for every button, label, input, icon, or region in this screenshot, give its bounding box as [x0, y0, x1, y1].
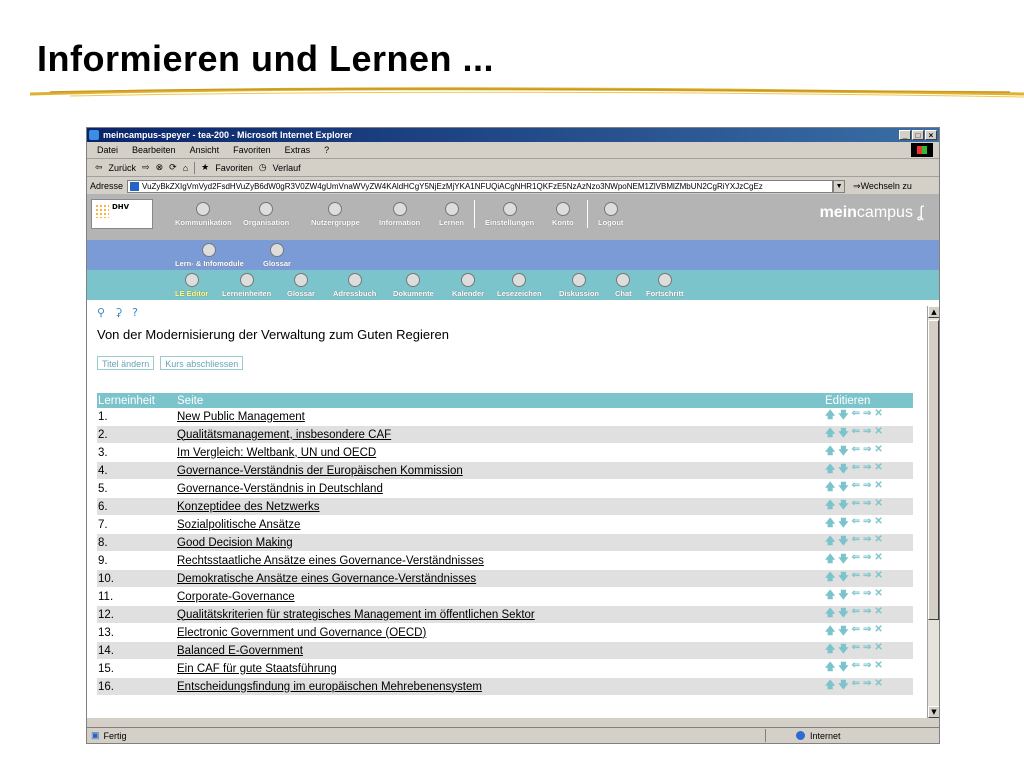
row-title-link[interactable]: Governance-Verständnis in Deutschland: [177, 482, 383, 495]
menu-bearbeiten[interactable]: Bearbeiten: [132, 145, 176, 155]
move-right-icon[interactable]: ⇒: [862, 588, 872, 599]
row-edit-cell: [824, 480, 913, 498]
row-edit-cell: [824, 408, 913, 426]
move-up-icon[interactable]: 🡅: [825, 446, 836, 457]
move-down-icon[interactable]: 🡇: [838, 662, 849, 673]
move-down-icon[interactable]: 🡇: [838, 608, 849, 619]
home-icon[interactable]: ⌂: [182, 162, 189, 173]
dhv-logo-text: DHV: [112, 203, 130, 211]
title-swoosh-decoration: [30, 80, 1024, 102]
toolbar-separator: [194, 162, 195, 174]
scroll-up-icon[interactable]: ▲: [928, 306, 939, 318]
move-up-icon[interactable]: 🡅: [825, 572, 836, 583]
glossar-tool-icon: [294, 273, 308, 287]
row-title-link[interactable]: Qualitätsmanagement, insbesondere CAF: [177, 428, 392, 441]
row-title-link[interactable]: Im Vergleich: Weltbank, UN und OECD: [177, 446, 377, 459]
move-left-icon[interactable]: ⇐: [851, 678, 860, 689]
move-up-icon[interactable]: 🡅: [825, 536, 836, 547]
menubar: [87, 142, 939, 159]
kalender-icon: [461, 273, 475, 287]
delete-icon[interactable]: ✕: [874, 408, 883, 419]
sub-nav: [87, 240, 939, 270]
page-status-icon: ▣: [91, 730, 100, 740]
move-down-icon[interactable]: 🡇: [838, 518, 849, 529]
row-edit-cell: [824, 462, 913, 480]
address-dropdown-button[interactable]: ▼: [833, 180, 845, 193]
page-body: [97, 306, 913, 696]
konto-icon: [556, 202, 570, 216]
infomodule-icon: [202, 243, 216, 257]
table-row: [97, 678, 913, 696]
move-left-icon[interactable]: ⇐: [851, 660, 860, 671]
move-right-icon[interactable]: ⇒: [862, 552, 872, 563]
nav-separator: [474, 200, 475, 228]
units-table: [97, 393, 913, 696]
delete-icon[interactable]: ✕: [874, 606, 883, 617]
course-actions: [97, 356, 913, 370]
row-edit-cell: [824, 660, 913, 678]
zone-text: Internet: [810, 730, 841, 741]
table-row: [97, 498, 913, 516]
move-down-icon[interactable]: 🡇: [838, 644, 849, 655]
move-left-icon[interactable]: ⇐: [851, 624, 860, 635]
row-edit-cell: [824, 642, 913, 660]
row-number: 10.: [97, 570, 176, 588]
status-text: Fertig: [103, 730, 127, 741]
row-title-link[interactable]: Balanced E-Government: [177, 644, 303, 657]
globe-icon: [796, 731, 805, 740]
move-up-icon[interactable]: 🡅: [825, 428, 836, 439]
logout-icon: [604, 202, 618, 216]
go-button[interactable]: Wechseln zu: [860, 181, 912, 191]
table-row: [97, 426, 913, 444]
row-title-link[interactable]: Konzeptidee des Netzwerks: [177, 500, 320, 513]
row-edit-cell: [824, 516, 913, 534]
row-title-link[interactable]: Rechtsstaatliche Ansätze eines Governance-Verständnisses: [177, 554, 484, 567]
row-title-cell: [176, 534, 824, 552]
slide-title: Informieren und Lernen ...: [37, 38, 495, 79]
menu-help[interactable]: ?: [324, 145, 330, 155]
meincampus-logo: meincampus ʆ: [819, 204, 923, 221]
table-row: [97, 480, 913, 498]
row-number: 5.: [97, 480, 176, 498]
row-title-link[interactable]: Governance-Verständnis der Europäischen Kommission: [177, 464, 463, 477]
row-title-link[interactable]: Entscheidungsfindung im europäischen Mehrebenensystem: [177, 680, 482, 693]
adressbuch-icon: [348, 273, 362, 287]
nav-lesezeichen[interactable]: Lesezeichen: [497, 273, 542, 298]
page-icon: [130, 182, 139, 191]
refresh-icon[interactable]: ⟳: [169, 162, 177, 172]
row-title-cell: [176, 408, 824, 426]
nav-lernen[interactable]: Lernen: [439, 202, 464, 227]
move-down-icon[interactable]: 🡇: [838, 500, 849, 511]
move-right-icon[interactable]: ⇒: [862, 642, 872, 653]
header-page: Seite: [176, 393, 824, 408]
row-edit-cell: [824, 534, 913, 552]
table-row: [97, 570, 913, 588]
row-number: 15.: [97, 660, 176, 678]
header-unit: Lerneinheit: [97, 393, 176, 408]
menu-extras[interactable]: Extras: [284, 145, 311, 155]
move-left-icon[interactable]: ⇐: [851, 480, 860, 491]
rename-title-button[interactable]: Titel ändern: [97, 356, 154, 370]
favorites-button[interactable]: Favoriten: [215, 162, 253, 173]
nav-diskussion[interactable]: Diskussion: [559, 273, 599, 298]
move-left-icon[interactable]: ⇐: [851, 462, 860, 473]
row-title-cell: [176, 552, 824, 570]
table-row: [97, 408, 913, 426]
lernen-icon: [445, 202, 459, 216]
move-down-icon[interactable]: 🡇: [838, 590, 849, 601]
move-down-icon[interactable]: 🡇: [838, 536, 849, 547]
row-title-cell: [176, 480, 824, 498]
row-edit-cell: [824, 570, 913, 588]
history-button[interactable]: Verlauf: [272, 162, 301, 173]
windows-logo-icon: [911, 143, 933, 157]
forward-icon[interactable]: ⇨: [142, 162, 150, 172]
delete-icon[interactable]: ✕: [874, 552, 883, 563]
table-row: [97, 444, 913, 462]
move-up-icon[interactable]: 🡅: [825, 680, 836, 691]
nav-chat[interactable]: Chat: [615, 273, 632, 298]
history-icon[interactable]: ◷: [258, 162, 267, 172]
address-label: Adresse: [90, 181, 124, 191]
scroll-thumb[interactable]: [928, 320, 939, 620]
row-edit-cell: [824, 552, 913, 570]
lerneinheiten-icon: [240, 273, 254, 287]
back-button[interactable]: Zurück: [108, 162, 137, 173]
row-number: 2.: [97, 426, 176, 444]
move-up-icon[interactable]: 🡅: [825, 662, 836, 673]
nav-kalender[interactable]: Kalender: [452, 273, 484, 298]
table-row: [97, 606, 913, 624]
nav-nutzergruppe[interactable]: Nutzergruppe: [311, 202, 360, 227]
security-zone: [765, 729, 935, 742]
delete-icon[interactable]: ✕: [874, 516, 883, 527]
move-right-icon[interactable]: ⇒: [862, 426, 872, 437]
nav-information[interactable]: Information: [379, 202, 420, 227]
move-left-icon[interactable]: ⇐: [851, 642, 860, 653]
row-number: 12.: [97, 606, 176, 624]
row-number: 8.: [97, 534, 176, 552]
nav-kommunikation[interactable]: Kommunikation: [175, 202, 232, 227]
header-edit: Editieren: [824, 393, 913, 408]
move-left-icon[interactable]: ⇐: [851, 444, 860, 455]
row-edit-cell: [824, 588, 913, 606]
menu-favoriten[interactable]: Favoriten: [233, 145, 271, 155]
move-right-icon[interactable]: ⇒: [862, 660, 872, 671]
delete-icon[interactable]: ✕: [874, 480, 883, 491]
table-row: [97, 624, 913, 642]
le-editor-icon: [185, 273, 199, 287]
move-right-icon[interactable]: ⇒: [862, 444, 872, 455]
move-up-icon[interactable]: 🡅: [825, 590, 836, 601]
units-table-body: [97, 408, 913, 696]
dokumente-icon: [406, 273, 420, 287]
move-up-icon[interactable]: 🡅: [825, 482, 836, 493]
move-left-icon[interactable]: ⇐: [851, 426, 860, 437]
web-content: [87, 194, 939, 718]
glossar-icon: [270, 243, 284, 257]
move-left-icon[interactable]: ⇐: [851, 516, 860, 527]
go-icon[interactable]: ⇒: [853, 180, 861, 191]
row-edit-cell: [824, 624, 913, 642]
move-up-icon[interactable]: 🡅: [825, 554, 836, 565]
delete-icon[interactable]: ✕: [874, 534, 883, 545]
row-title-cell: [176, 516, 824, 534]
close-button[interactable]: ×: [925, 130, 937, 140]
minimize-button[interactable]: _: [899, 130, 911, 140]
row-number: 6.: [97, 498, 176, 516]
table-row: [97, 588, 913, 606]
address-value: VuZyBkZXIgVmVyd2FsdHVuZyB6dW0gR3V0ZW4gUmVnaWVyZW4KAldHCgY5NjEzMjYKA1NFUQiACgNHR1QKFzE5NzAzNzo3NWpoNEM1ZlVBMlZMbUN2CgRiYXJzCgEz: [142, 181, 763, 191]
nutzergruppe-icon: [328, 202, 342, 216]
nav-konto[interactable]: Konto: [552, 202, 574, 227]
move-right-icon[interactable]: ⇒: [862, 570, 872, 581]
row-title-cell: [176, 660, 824, 678]
fortschritt-icon: [658, 273, 672, 287]
row-number: 11.: [97, 588, 176, 606]
move-up-icon[interactable]: 🡅: [825, 608, 836, 619]
kommunikation-icon: [196, 202, 210, 216]
row-number: 4.: [97, 462, 176, 480]
dhv-logo[interactable]: [91, 199, 153, 229]
chat-icon: [616, 273, 630, 287]
table-row: [97, 552, 913, 570]
row-title-link[interactable]: Electronic Government und Governance (OECD): [177, 626, 427, 639]
nav-einstellungen[interactable]: Einstellungen: [485, 202, 534, 227]
move-left-icon[interactable]: ⇐: [851, 570, 860, 581]
move-down-icon[interactable]: 🡇: [838, 410, 849, 421]
delete-icon[interactable]: ✕: [874, 498, 883, 509]
move-right-icon[interactable]: ⇒: [862, 408, 872, 419]
row-title-link[interactable]: Qualitätskriterien für strategisches Management im öffentlichen Sektor: [177, 608, 535, 621]
move-down-icon[interactable]: 🡇: [838, 482, 849, 493]
menu-ansicht[interactable]: Ansicht: [189, 145, 220, 155]
window-title: meincampus-speyer - tea-200 - Microsoft Internet Explorer: [103, 130, 353, 140]
row-edit-cell: [824, 606, 913, 624]
move-right-icon[interactable]: ⇒: [862, 498, 872, 509]
row-number: 1.: [97, 408, 176, 426]
delete-icon[interactable]: ✕: [874, 462, 883, 473]
move-left-icon[interactable]: ⇐: [851, 498, 860, 509]
nav-le-editor[interactable]: LE Editor: [175, 273, 208, 298]
campus-person-icon: ʆ: [917, 204, 923, 221]
course-title: Von der Modernisierung der Verwaltung zum Guten Regieren: [97, 327, 449, 342]
delete-icon[interactable]: ✕: [874, 678, 883, 689]
row-title-link[interactable]: Corporate-Governance: [177, 590, 295, 603]
nav-organisation[interactable]: Organisation: [243, 202, 289, 227]
nav-lern-infomodule[interactable]: Lern- & Infomodule: [175, 243, 244, 268]
move-right-icon[interactable]: ⇒: [862, 462, 872, 473]
favorites-icon[interactable]: ★: [201, 162, 210, 172]
move-down-icon[interactable]: 🡇: [838, 446, 849, 457]
row-title-cell: [176, 606, 824, 624]
table-row: [97, 660, 913, 678]
table-row: [97, 642, 913, 660]
information-icon: [393, 202, 407, 216]
stop-icon[interactable]: ⊗: [155, 162, 164, 172]
move-down-icon[interactable]: 🡇: [838, 626, 849, 637]
delete-icon[interactable]: ✕: [874, 444, 883, 455]
move-left-icon[interactable]: ⇐: [851, 552, 860, 563]
row-edit-cell: [824, 444, 913, 462]
row-edit-cell: [824, 678, 913, 696]
row-number: 9.: [97, 552, 176, 570]
move-right-icon[interactable]: ⇒: [862, 678, 872, 689]
delete-icon[interactable]: ✕: [874, 426, 883, 437]
toolbar: [87, 159, 939, 177]
move-up-icon[interactable]: 🡅: [825, 626, 836, 637]
row-title-cell: [176, 642, 824, 660]
move-right-icon[interactable]: ⇒: [862, 624, 872, 635]
row-title-cell: [176, 444, 824, 462]
move-left-icon[interactable]: ⇐: [851, 408, 860, 419]
scroll-down-icon[interactable]: ▼: [928, 706, 939, 718]
row-title-cell: [176, 462, 824, 480]
move-up-icon[interactable]: 🡅: [825, 410, 836, 421]
nav-lerneinheiten[interactable]: Lerneinheiten: [222, 273, 271, 298]
window-titlebar: [87, 128, 939, 142]
ie-icon: [89, 130, 99, 140]
main-nav: [87, 194, 939, 240]
move-up-icon[interactable]: 🡅: [825, 644, 836, 655]
nav-separator: [587, 200, 588, 228]
nav-fortschritt[interactable]: Fortschritt: [646, 273, 684, 298]
row-edit-cell: [824, 426, 913, 444]
row-title-link[interactable]: Good Decision Making: [177, 536, 293, 549]
row-title-cell: [176, 426, 824, 444]
maximize-button[interactable]: □: [912, 130, 924, 140]
lesezeichen-icon: [512, 273, 526, 287]
diskussion-icon: [572, 273, 586, 287]
nav-dokumente[interactable]: Dokumente: [393, 273, 434, 298]
delete-icon[interactable]: ✕: [874, 570, 883, 581]
move-up-icon[interactable]: 🡅: [825, 518, 836, 529]
row-title-link[interactable]: Sozialpolitische Ansätze: [177, 518, 301, 531]
table-row: [97, 462, 913, 480]
move-left-icon[interactable]: ⇐: [851, 588, 860, 599]
move-up-icon[interactable]: 🡅: [825, 464, 836, 475]
address-input[interactable]: [127, 180, 833, 193]
move-down-icon[interactable]: 🡇: [838, 680, 849, 691]
delete-icon[interactable]: ✕: [874, 660, 883, 671]
row-title-link[interactable]: New Public Management: [177, 410, 305, 423]
status-bar: [87, 727, 939, 743]
tool-nav: [87, 270, 939, 300]
menu-datei[interactable]: Datei: [97, 145, 119, 155]
delete-icon[interactable]: ✕: [874, 588, 883, 599]
move-left-icon[interactable]: ⇐: [851, 534, 860, 545]
move-right-icon[interactable]: ⇒: [862, 480, 872, 491]
move-down-icon[interactable]: 🡇: [838, 554, 849, 565]
help-tools[interactable]: ⚲ ⚳ ?: [97, 306, 141, 319]
organisation-icon: [259, 202, 273, 216]
table-row: [97, 516, 913, 534]
row-number: 13.: [97, 624, 176, 642]
row-number: 16.: [97, 678, 176, 696]
table-row: [97, 534, 913, 552]
delete-icon[interactable]: ✕: [874, 624, 883, 635]
row-title-cell: [176, 588, 824, 606]
nav-adressbuch[interactable]: Adressbuch: [333, 273, 376, 298]
einstellungen-icon: [503, 202, 517, 216]
move-up-icon[interactable]: 🡅: [825, 500, 836, 511]
row-number: 3.: [97, 444, 176, 462]
dhv-grid-icon: [95, 204, 109, 218]
row-title-cell: [176, 678, 824, 696]
row-title-cell: [176, 498, 824, 516]
move-left-icon[interactable]: ⇐: [851, 606, 860, 617]
row-title-link[interactable]: Ein CAF für gute Staatsführung: [177, 662, 337, 675]
move-down-icon[interactable]: 🡇: [838, 464, 849, 475]
close-course-button[interactable]: Kurs abschliessen: [160, 356, 243, 370]
delete-icon[interactable]: ✕: [874, 642, 883, 653]
row-title-cell: [176, 624, 824, 642]
nav-glossar[interactable]: Glossar: [263, 243, 291, 268]
move-right-icon[interactable]: ⇒: [862, 606, 872, 617]
row-number: 7.: [97, 516, 176, 534]
move-down-icon[interactable]: 🡇: [838, 428, 849, 439]
back-icon[interactable]: ⇦: [95, 162, 103, 172]
move-right-icon[interactable]: ⇒: [862, 516, 872, 527]
row-number: 14.: [97, 642, 176, 660]
table-header: [97, 393, 913, 408]
move-down-icon[interactable]: 🡇: [838, 572, 849, 583]
browser-window: [86, 127, 940, 744]
row-edit-cell: [824, 498, 913, 516]
vertical-scrollbar[interactable]: [927, 306, 939, 718]
nav-glossar-tool[interactable]: Glossar: [287, 273, 315, 298]
nav-logout[interactable]: Logout: [598, 202, 623, 227]
move-right-icon[interactable]: ⇒: [862, 534, 872, 545]
row-title-cell: [176, 570, 824, 588]
row-title-link[interactable]: Demokratische Ansätze eines Governance-Verständnisses: [177, 572, 477, 585]
